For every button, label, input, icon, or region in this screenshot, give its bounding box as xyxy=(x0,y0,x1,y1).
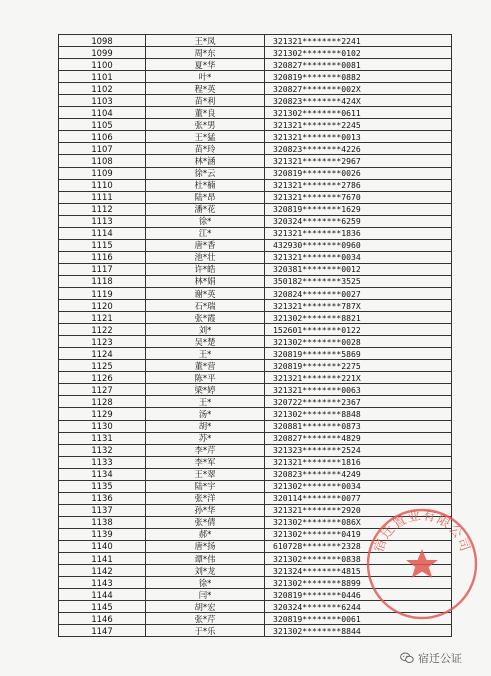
row-id-number: 320324********6259 xyxy=(265,215,452,227)
row-name: 杜*楠 xyxy=(146,179,265,191)
row-number: 1115 xyxy=(59,239,146,251)
row-id-number: 320819********0026 xyxy=(265,167,452,179)
row-name: 郝* xyxy=(146,528,265,540)
table-row xyxy=(59,227,452,239)
row-number: 1101 xyxy=(59,71,146,83)
row-number: 1116 xyxy=(59,251,146,263)
row-id-number: 321302********0419 xyxy=(265,528,452,540)
row-name: 张*霞 xyxy=(146,312,265,324)
row-name: 石*瑞 xyxy=(146,300,265,312)
row-name: 夏*华 xyxy=(146,59,265,71)
row-id-number: 320819********0061 xyxy=(265,613,452,625)
row-id-number: 320722********2367 xyxy=(265,396,452,408)
table-row xyxy=(59,215,452,227)
table-row xyxy=(59,167,452,179)
row-name: 陆*宇 xyxy=(146,480,265,492)
ownership-table xyxy=(58,34,452,637)
row-id-number: 350182********3525 xyxy=(265,275,452,287)
row-id-number: 321321********2967 xyxy=(265,155,452,167)
table-row xyxy=(59,312,452,324)
table-row xyxy=(59,179,452,191)
row-id-number: 321321********787X xyxy=(265,300,452,312)
row-id-number: 320881********0873 xyxy=(265,420,452,432)
row-id-number: 321302********8844 xyxy=(265,625,452,637)
row-name: 梁*婷 xyxy=(146,384,265,396)
row-name: 王*翠 xyxy=(146,468,265,480)
row-id-number: 320827********4829 xyxy=(265,432,452,444)
row-name: 李*军 xyxy=(146,456,265,468)
table-row xyxy=(59,601,452,613)
row-name: 徐* xyxy=(146,215,265,227)
row-number: 1144 xyxy=(59,589,146,601)
table-row xyxy=(59,444,452,456)
table-row xyxy=(59,239,452,251)
row-number: 1134 xyxy=(59,468,146,480)
row-name: 张*芹 xyxy=(146,613,265,625)
table-row xyxy=(59,408,452,420)
row-number: 1142 xyxy=(59,565,146,577)
table-row xyxy=(59,83,452,95)
row-id-number: 320819********0882 xyxy=(265,71,452,83)
table-row xyxy=(59,35,452,47)
row-id-number: 320819********5869 xyxy=(265,348,452,360)
row-name: 苏* xyxy=(146,432,265,444)
row-name: 孙*华 xyxy=(146,504,265,516)
row-id-number: 321321********2241 xyxy=(265,35,452,47)
row-id-number: 321302********0028 xyxy=(265,336,452,348)
table-row xyxy=(59,300,452,312)
table-row xyxy=(59,504,452,516)
row-number: 1106 xyxy=(59,131,146,143)
table-row xyxy=(59,119,452,131)
row-id-number: 610728********2328 xyxy=(265,540,452,552)
table-body xyxy=(59,35,452,637)
table-row xyxy=(59,372,452,384)
row-number: 1140 xyxy=(59,540,146,552)
row-id-number: 320324********6244 xyxy=(265,601,452,613)
row-id-number: 320819********2275 xyxy=(265,360,452,372)
table-row xyxy=(59,143,452,155)
row-number: 1130 xyxy=(59,420,146,432)
row-name: 胡* xyxy=(146,420,265,432)
row-name: 吴*楚 xyxy=(146,336,265,348)
row-id-number: 320114********0077 xyxy=(265,492,452,504)
row-name: 谢*英 xyxy=(146,287,265,299)
table-row xyxy=(59,396,452,408)
row-id-number: 320823********4226 xyxy=(265,143,452,155)
row-name: 周*东 xyxy=(146,47,265,59)
row-name: 张*男 xyxy=(146,119,265,131)
row-name: 张*倩 xyxy=(146,516,265,528)
table-row xyxy=(59,336,452,348)
row-id-number: 321302********8821 xyxy=(265,312,452,324)
row-number: 1125 xyxy=(59,360,146,372)
row-number: 1141 xyxy=(59,553,146,565)
row-name: 叶* xyxy=(146,71,265,83)
table-row xyxy=(59,528,452,540)
row-name: 张*洋 xyxy=(146,492,265,504)
row-id-number: 321302********0034 xyxy=(265,480,452,492)
row-number: 1123 xyxy=(59,336,146,348)
row-id-number: 321302********0611 xyxy=(265,107,452,119)
row-name: 王*猛 xyxy=(146,131,265,143)
table-row xyxy=(59,480,452,492)
table-row xyxy=(59,275,452,287)
row-name: 王*凤 xyxy=(146,35,265,47)
row-number: 1129 xyxy=(59,408,146,420)
table-row xyxy=(59,107,452,119)
row-name: 谭*伟 xyxy=(146,553,265,565)
row-number: 1103 xyxy=(59,95,146,107)
row-id-number: 321321********2786 xyxy=(265,179,452,191)
row-id-number: 321321********1836 xyxy=(265,227,452,239)
row-name: 唐*扬 xyxy=(146,540,265,552)
row-id-number: 320823********4249 xyxy=(265,468,452,480)
row-number: 1131 xyxy=(59,432,146,444)
row-number: 1113 xyxy=(59,215,146,227)
row-id-number: 432930********0960 xyxy=(265,239,452,251)
table-row xyxy=(59,492,452,504)
row-name: 胡*宏 xyxy=(146,601,265,613)
table-row xyxy=(59,287,452,299)
row-name: 唐*香 xyxy=(146,239,265,251)
row-number: 1145 xyxy=(59,601,146,613)
table-row xyxy=(59,131,452,143)
table-row xyxy=(59,456,452,468)
row-id-number: 320824********0027 xyxy=(265,287,452,299)
row-id-number: 320827********002X xyxy=(265,83,452,95)
row-number: 1110 xyxy=(59,179,146,191)
row-number: 1117 xyxy=(59,263,146,275)
row-number: 1127 xyxy=(59,384,146,396)
row-number: 1133 xyxy=(59,456,146,468)
row-number: 1102 xyxy=(59,83,146,95)
row-id-number: 321302********0102 xyxy=(265,47,452,59)
wechat-icon xyxy=(400,652,414,664)
table-row xyxy=(59,540,452,552)
row-id-number: 152601********0122 xyxy=(265,324,452,336)
row-id-number: 321321********221X xyxy=(265,372,452,384)
row-id-number: 321321********1816 xyxy=(265,456,452,468)
row-id-number: 321321********2245 xyxy=(265,119,452,131)
row-name: 王* xyxy=(146,348,265,360)
row-number: 1118 xyxy=(59,275,146,287)
row-number: 1111 xyxy=(59,191,146,203)
row-id-number: 320827********0081 xyxy=(265,59,452,71)
table-row xyxy=(59,613,452,625)
row-id-number: 321321********0034 xyxy=(265,251,452,263)
row-name: 江* xyxy=(146,227,265,239)
row-number: 1105 xyxy=(59,119,146,131)
row-id-number: 321302********0838 xyxy=(265,553,452,565)
row-number: 1099 xyxy=(59,47,146,59)
table-row xyxy=(59,191,452,203)
row-number: 1098 xyxy=(59,35,146,47)
table-row xyxy=(59,71,452,83)
row-name: 刘*龙 xyxy=(146,565,265,577)
table-row xyxy=(59,420,452,432)
table-row xyxy=(59,577,452,589)
table-row xyxy=(59,203,452,215)
row-id-number: 320819********0446 xyxy=(265,589,452,601)
table-row xyxy=(59,155,452,167)
row-name: 林*涵 xyxy=(146,155,265,167)
row-number: 1122 xyxy=(59,324,146,336)
table-row xyxy=(59,553,452,565)
row-number: 1112 xyxy=(59,203,146,215)
row-name: 潘*花 xyxy=(146,203,265,215)
row-name: 于*乐 xyxy=(146,625,265,637)
row-name: 汤* xyxy=(146,408,265,420)
row-id-number: 321302********8848 xyxy=(265,408,452,420)
row-number: 1128 xyxy=(59,396,146,408)
row-id-number: 321324********4815 xyxy=(265,565,452,577)
table-row xyxy=(59,516,452,528)
row-id-number: 320823********424X xyxy=(265,95,452,107)
row-number: 1138 xyxy=(59,516,146,528)
row-name: 徐* xyxy=(146,577,265,589)
row-name: 许*皓 xyxy=(146,263,265,275)
table-row xyxy=(59,625,452,637)
row-name: 苗*利 xyxy=(146,95,265,107)
row-id-number: 321321********2920 xyxy=(265,504,452,516)
row-name: 林*娟 xyxy=(146,275,265,287)
row-number: 1136 xyxy=(59,492,146,504)
row-name: 董*营 xyxy=(146,360,265,372)
row-id-number: 321323********2524 xyxy=(265,444,452,456)
table-row xyxy=(59,565,452,577)
row-number: 1109 xyxy=(59,167,146,179)
table-row xyxy=(59,468,452,480)
table-row xyxy=(59,59,452,71)
row-name: 苗*玲 xyxy=(146,143,265,155)
row-number: 1114 xyxy=(59,227,146,239)
row-number: 1143 xyxy=(59,577,146,589)
row-number: 1121 xyxy=(59,312,146,324)
row-number: 1137 xyxy=(59,504,146,516)
row-name: 董*良 xyxy=(146,107,265,119)
table-row xyxy=(59,360,452,372)
row-number: 1120 xyxy=(59,300,146,312)
row-number: 1135 xyxy=(59,480,146,492)
row-id-number: 321302********086X xyxy=(265,516,452,528)
row-number: 1132 xyxy=(59,444,146,456)
row-number: 1100 xyxy=(59,59,146,71)
row-id-number: 321321********7670 xyxy=(265,191,452,203)
seal-text: 宿迁置业有限公司 xyxy=(371,508,473,555)
row-id-number: 321302********8899 xyxy=(265,577,452,589)
table-row xyxy=(59,47,452,59)
row-number: 1104 xyxy=(59,107,146,119)
row-number: 1146 xyxy=(59,613,146,625)
row-id-number: 321321********0063 xyxy=(265,384,452,396)
row-number: 1147 xyxy=(59,625,146,637)
row-name: 徐*云 xyxy=(146,167,265,179)
row-number: 1139 xyxy=(59,528,146,540)
table-row xyxy=(59,324,452,336)
row-name: 池*壮 xyxy=(146,251,265,263)
row-id-number: 320819********1629 xyxy=(265,203,452,215)
row-name: 李*芹 xyxy=(146,444,265,456)
row-number: 1124 xyxy=(59,348,146,360)
table-row xyxy=(59,384,452,396)
row-id-number: 321321********0013 xyxy=(265,131,452,143)
row-number: 1119 xyxy=(59,287,146,299)
table-row xyxy=(59,348,452,360)
row-name: 刘* xyxy=(146,324,265,336)
row-number: 1108 xyxy=(59,155,146,167)
table-row xyxy=(59,589,452,601)
table-row xyxy=(59,432,452,444)
watermark-text: 宿迁公证 xyxy=(418,652,462,665)
row-id-number: 320381********0012 xyxy=(265,263,452,275)
row-name: 王* xyxy=(146,396,265,408)
row-number: 1107 xyxy=(59,143,146,155)
row-number: 1126 xyxy=(59,372,146,384)
row-name: 闫* xyxy=(146,589,265,601)
table-row xyxy=(59,95,452,107)
row-name: 陆*昂 xyxy=(146,191,265,203)
row-name: 程*英 xyxy=(146,83,265,95)
table-row xyxy=(59,263,452,275)
row-name: 陈*平 xyxy=(146,372,265,384)
table-row xyxy=(59,251,452,263)
watermark xyxy=(400,650,462,666)
